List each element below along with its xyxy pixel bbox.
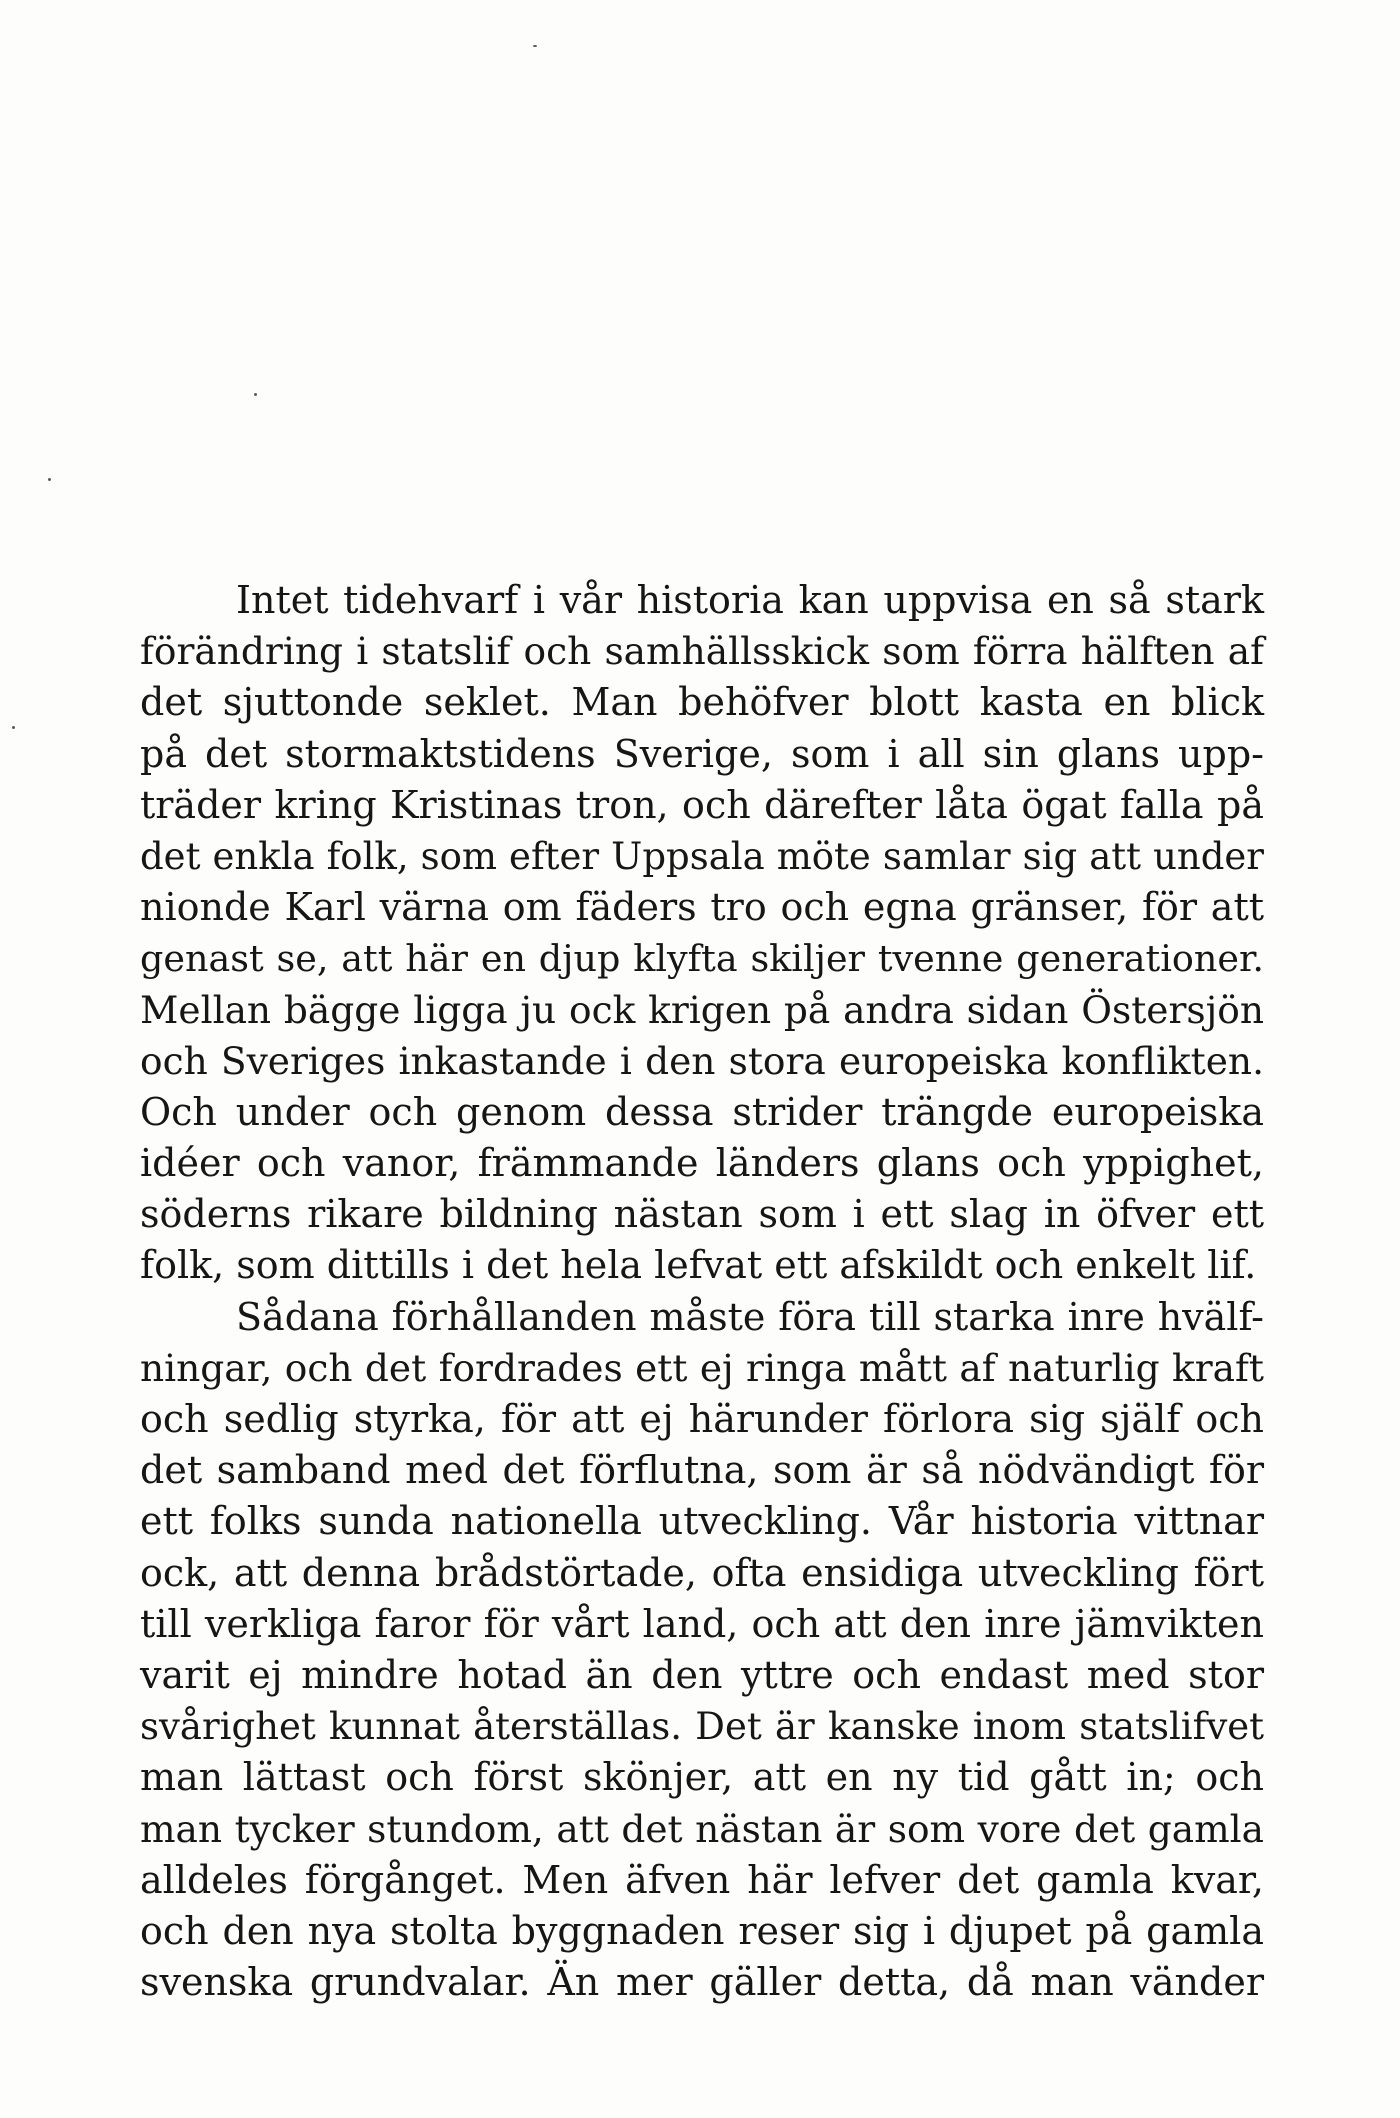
paragraph-2-line: ningar, och det fordrades ett ej ringa mått af naturlig kraft [140,1345,1264,1390]
paragraph-2-line: varit ej mindre hotad än den yttre och endast med stor [140,1652,1264,1697]
paragraph-1-line: Intet tidehvarf i vår historia kan uppvisa en så stark [236,578,1264,622]
paragraph-2-line: och den nya stolta byggnaden reser sig i djupet på gamla [140,1908,1264,1953]
print-speck [254,393,257,396]
paragraph-1-line: nionde Karl värna om fäders tro och egna gränser, för att [140,885,1264,930]
body-text [140,575,1264,2008]
paragraph-1-line: söderns rikare bildning nästan som i ett slag in öfver ett [140,1192,1264,1237]
paragraph-2-line: till verkliga faror för vårt land, och att den inre jämvikten [140,1601,1264,1646]
paragraph-2-line: svenska grundvalar. Än mer gäller detta, då man vänder [140,1960,1264,2005]
paragraph-1-line: genast se, att här en djup klyfta skiljer tvenne generationer. [140,937,1264,981]
paragraph-2-line: alldeles förgånget. Men äfven här lefver det gamla kvar, [140,1857,1264,1902]
paragraph-1-line: träder kring Kristinas tron, och därefter låta ögat falla på [140,782,1264,827]
paragraph-1-line: Mellan bägge ligga ju ock krigen på andra sidan Östersjön [140,987,1264,1032]
paragraph-1-line: det sjuttonde seklet. Man behöfver blott kasta en blick [140,680,1264,725]
paragraph-1-line: idéer och vanor, främmande länders glans och yppighet, [140,1141,1264,1186]
paragraph-1-line: förändring i statslif och samhällsskick som förra hälften af [140,629,1264,674]
print-speck [12,726,15,729]
paragraph-2-line: Sådana förhållanden måste föra till starka inre hvälf- [236,1294,1264,1339]
paragraph-2-line: och sedlig styrka, för att ej härunder förlora sig själf och [140,1397,1264,1441]
paragraph-2-line: man lättast och först skönjer, att en ny tid gått in; och [140,1755,1264,1800]
paragraph-2-line: ett folks sunda nationella utveckling. Vår historia vittnar [140,1499,1264,1544]
paragraph-2-line: svårighet kunnat återställas. Det är kanske inom statslifvet [140,1705,1264,1749]
paragraph-1-line: och Sveriges inkastande i den stora europeiska konflikten. [140,1038,1264,1083]
print-speck [48,478,51,481]
paragraph-2-line: ock, att denna brådstörtade, ofta ensidiga utveckling fört [140,1550,1264,1595]
paragraph-1-line: folk, som dittills i det hela lefvat ett afskildt och enkelt lif. [140,1243,1257,1288]
paragraph-1-line: på det stormaktstidens Sverige, som i all sin glans upp- [140,731,1264,776]
paragraph-2-line: det samband med det förflutna, som är så nödvändigt för [140,1448,1264,1493]
paragraph-1-line: det enkla folk, som efter Uppsala möte samlar sig att under [140,834,1264,878]
print-speck [533,45,537,47]
paragraph-2-line: man tycker stundom, att det nästan är som vore det gamla [140,1806,1264,1851]
paragraph-1-line: Och under och genom dessa strider trängde europeiska [140,1089,1264,1134]
